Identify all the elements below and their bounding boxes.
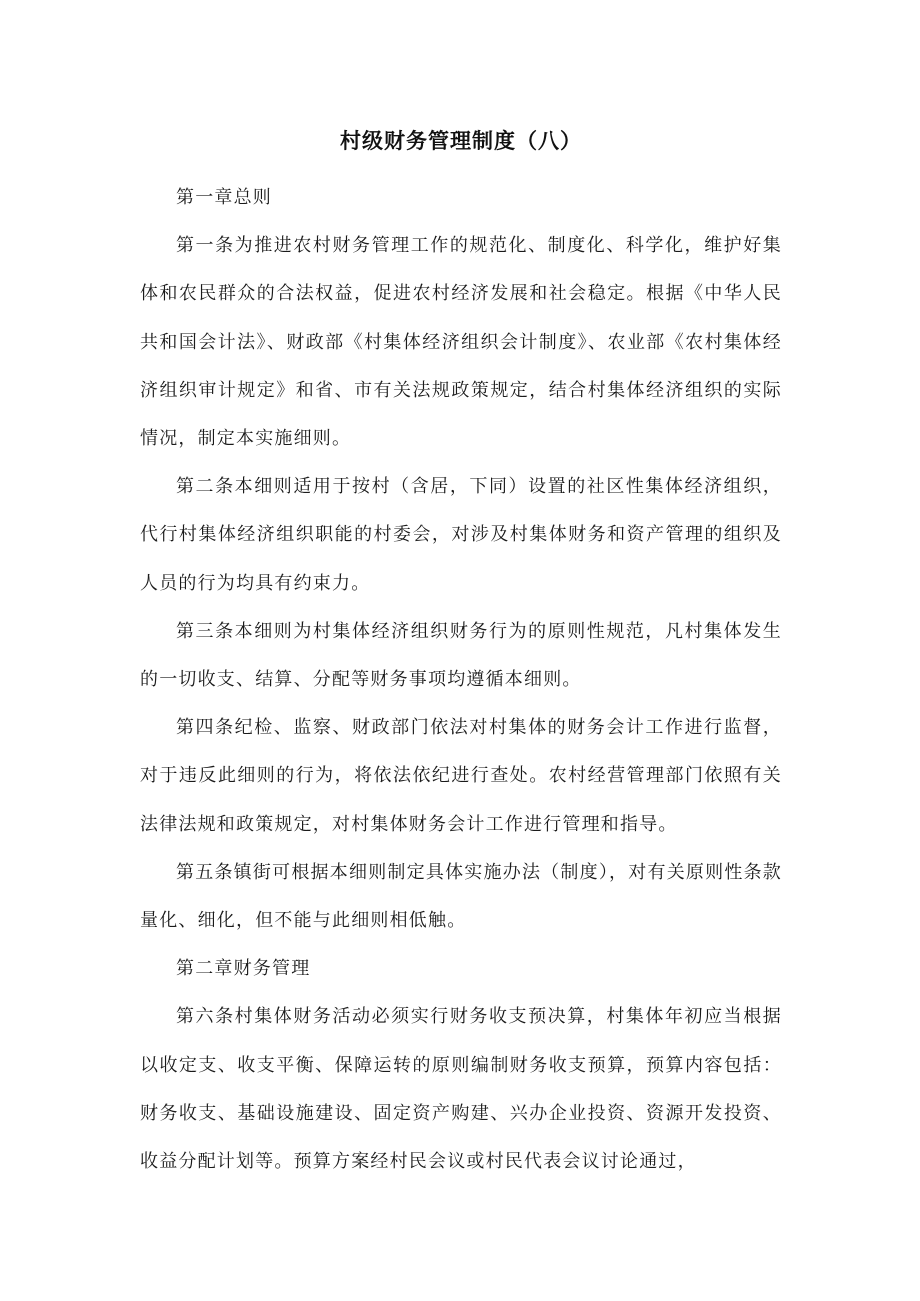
article-paragraph: 第四条纪检、监察、财政部门依法对村集体的财务会计工作进行监督，对于违反此细则的行为，将依法依纪进行查处。农村经营管理部门依照有关法律法规和政策规定，对村集体财务会计工作进行管理和指导。 (140, 717, 782, 835)
article-paragraph: 第三条本细则为村集体经济组织财务行为的原则性规范，凡村集体发生的一切收支、结算、分配等财务事项均遵循本细则。 (140, 620, 782, 691)
document-title: 村级财务管理制度（八） (340, 129, 582, 153)
document-body (140, 174, 782, 1186)
article-paragraph: 第二条本细则适用于按村（含居，下同）设置的社区性集体经济组织，代行村集体经济组织职能的村委会，对涉及村集体财务和资产管理的组织及人员的行为均具有约束力。 (140, 476, 782, 594)
article-paragraph: 第六条村集体财务活动必须实行财务收支预决算，村集体年初应当根据以收定支、收支平衡、保障运转的原则编制财务收支预算，预算内容包括：财务收支、基础设施建设、固定资产购建、兴办企业投资、资源开发投资、收益分配计划等。预算方案经村民会议或村民代表会议讨论通过， (140, 1006, 782, 1173)
chapter-heading: 第一章总则 (176, 187, 272, 208)
chapter-heading: 第二章财务管理 (176, 958, 311, 980)
article-paragraph: 第一条为推进农村财务管理工作的规范化、制度化、科学化，维护好集体和农民群众的合法权益，促进农村经济发展和社会稳定。根据《中华人民共和国会计法》、财政部《村集体经济组织会计制度》、农业部《农村集体经济组织审计规定》和省、市有关法规政策规定，结合村集体经济组织的实际情况，制定本实施细则。 (140, 235, 782, 450)
article-paragraph: 第五条镇街可根据本细则制定具体实施办法（制度），对有关原则性条款量化、细化，但不能与此细则相低触。 (140, 861, 782, 932)
